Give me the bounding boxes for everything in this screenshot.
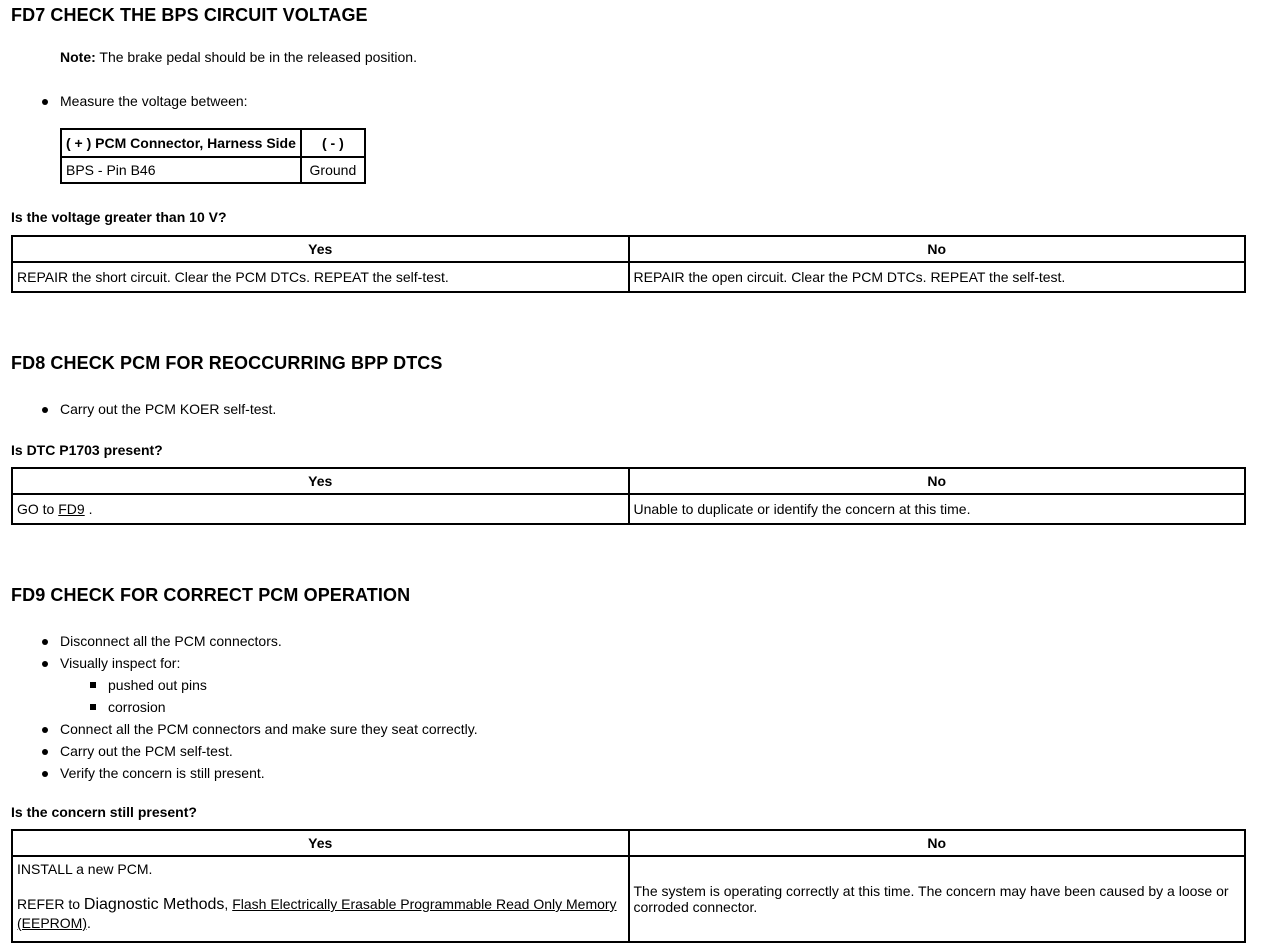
fd8-question: Is DTC P1703 present? xyxy=(11,442,163,458)
yes-header: Yes xyxy=(12,236,629,262)
fd7-bullet-list xyxy=(40,90,248,112)
diagnostic-methods-text: Diagnostic Methods xyxy=(83,896,225,913)
fd8-bullet-list xyxy=(40,398,276,420)
list-item: Connect all the PCM connectors and make sure they seat correctly. xyxy=(40,718,478,740)
eeprom-link[interactable]: Flash Electrically Erasable Programmable Read Only Memory xyxy=(232,896,617,912)
fd9-question: Is the concern still present? xyxy=(11,804,197,820)
fd7-question: Is the voltage greater than 10 V? xyxy=(11,209,227,225)
note-text: The brake pedal should be in the released position. xyxy=(99,49,417,65)
list-item: Carry out the PCM KOER self-test. xyxy=(40,398,276,420)
table-cell: BPS - Pin B46 xyxy=(61,157,301,183)
yes-header: Yes xyxy=(12,468,629,494)
table-row xyxy=(12,856,1245,942)
bullet-icon xyxy=(42,727,48,733)
bullet-icon xyxy=(42,661,48,667)
table-row xyxy=(61,157,365,183)
list-item: Verify the concern is still present. xyxy=(40,762,478,784)
no-header: No xyxy=(629,830,1246,856)
yes-cell: REPAIR the short circuit. Clear the PCM DTCs. REPEAT the self-test. xyxy=(12,262,629,292)
fd8-heading: FD8 CHECK PCM FOR REOCCURRING BPP DTCS xyxy=(11,353,443,373)
fd8-result-table xyxy=(11,467,1246,525)
list-item: Measure the voltage between: xyxy=(40,90,248,112)
bullet-icon xyxy=(42,407,48,413)
no-header: No xyxy=(629,468,1246,494)
no-cell: The system is operating correctly at this time. The concern may have been caused by a loose or corroded connector. xyxy=(629,856,1246,942)
square-bullet-icon xyxy=(90,682,96,688)
bullet-icon xyxy=(42,639,48,645)
connector-table-header: ( + ) PCM Connector, Harness Side xyxy=(61,129,301,157)
list-item: Visually inspect for: xyxy=(40,652,478,674)
sub-list-item: pushed out pins xyxy=(40,674,478,696)
list-item: Carry out the PCM self-test. xyxy=(40,740,478,762)
sub-list-item: corrosion xyxy=(40,696,478,718)
yes-header: Yes xyxy=(12,830,629,856)
square-bullet-icon xyxy=(90,704,96,710)
no-cell: Unable to duplicate or identify the concern at this time. xyxy=(629,494,1246,524)
table-cell: Ground xyxy=(301,157,365,183)
eeprom-abbr-link[interactable]: (EEPROM) xyxy=(17,915,87,931)
fd7-note xyxy=(60,49,417,65)
yes-cell: GO to FD9 . xyxy=(12,494,629,524)
connector-table-header: ( - ) xyxy=(301,129,365,157)
fd7-result-table xyxy=(11,235,1246,293)
fd9-link[interactable]: FD9 xyxy=(58,501,85,517)
fd9-bullet-list xyxy=(40,630,478,784)
no-cell: REPAIR the open circuit. Clear the PCM DTCs. REPEAT the self-test. xyxy=(629,262,1246,292)
note-label: Note: xyxy=(60,49,96,65)
table-row xyxy=(12,494,1245,524)
yes-cell: INSTALL a new PCM. REFER to Diagnostic Methods, Flash Electrically Erasable Programmable Read Only Memory (EEPROM). xyxy=(12,856,629,942)
bullet-icon xyxy=(42,771,48,777)
fd9-result-table xyxy=(11,829,1246,943)
connector-table xyxy=(60,128,366,184)
bullet-icon xyxy=(42,749,48,755)
fd7-heading: FD7 CHECK THE BPS CIRCUIT VOLTAGE xyxy=(11,5,368,25)
table-row xyxy=(12,262,1245,292)
no-header: No xyxy=(629,236,1246,262)
list-item: Disconnect all the PCM connectors. xyxy=(40,630,478,652)
fd9-heading: FD9 CHECK FOR CORRECT PCM OPERATION xyxy=(11,585,411,605)
bullet-icon xyxy=(42,99,48,105)
